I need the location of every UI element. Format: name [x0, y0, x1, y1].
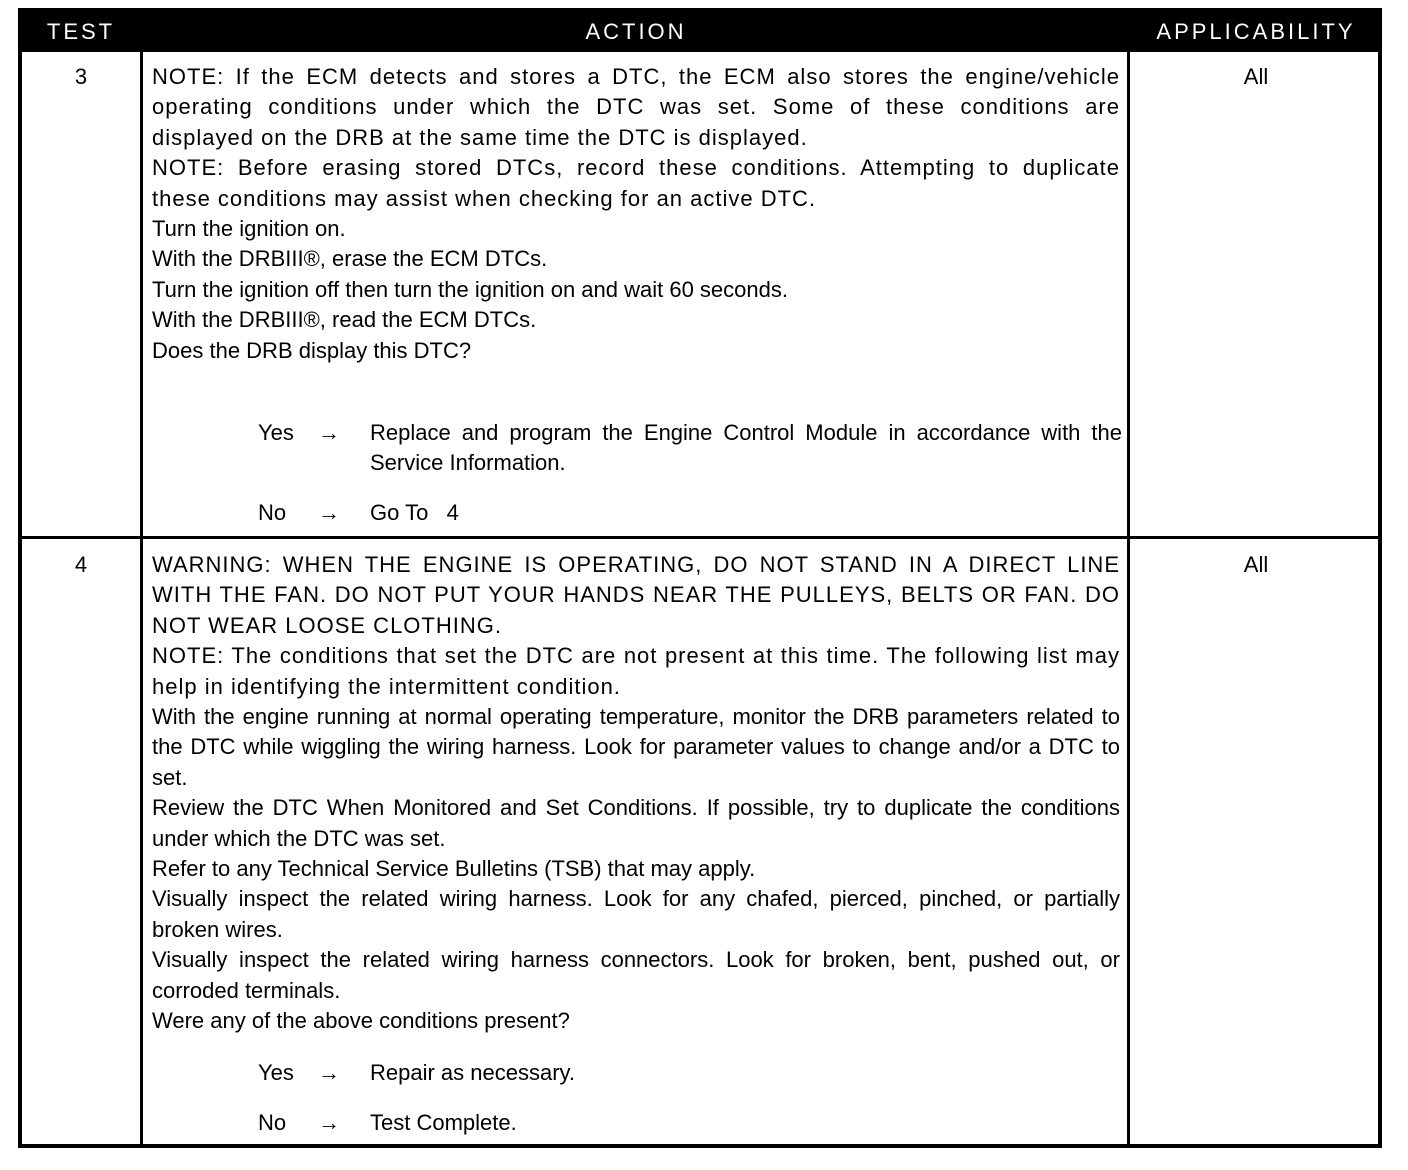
row-4-action-text: [152, 550, 1120, 1037]
column-divider: [1127, 52, 1130, 1144]
column-divider: [140, 52, 143, 1144]
step-line: Turn the ignition on.: [152, 216, 346, 242]
row-4-applicability: All: [1243, 552, 1269, 577]
no-label: No: [258, 1110, 287, 1135]
header-applicability: APPLICABILITY: [1156, 19, 1356, 44]
header-test: TEST: [46, 19, 116, 44]
row-3-action-text: [152, 62, 1120, 366]
row-divider: [22, 536, 1378, 539]
yes-label: Yes: [258, 420, 294, 445]
question-line: Were any of the above conditions present?: [152, 1008, 570, 1034]
yes-result: Repair as necessary.: [370, 1060, 576, 1085]
no-result: Go To 4: [370, 500, 459, 525]
arrow-icon: →: [318, 500, 340, 525]
step-line: With the DRBIII®, erase the ECM DTCs.: [152, 246, 548, 272]
step-line: Turn the ignition off then turn the ignition on and wait 60 seconds.: [152, 276, 788, 302]
arrow-icon: →: [318, 1060, 340, 1085]
question-line: Does the DRB display this DTC?: [152, 337, 472, 363]
note-line: NOTE: If the ECM detects and stores a DTC, the ECM also stores the engine/vehicle operating conditions under which the DTC was set. Some of these conditions are displayed on the DRB at the same time the DTC is displayed.: [152, 64, 1120, 150]
step-line: Visually inspect the related wiring harness connectors. Look for broken, bent, pushed out, or corroded terminals.: [152, 947, 1120, 1003]
diagnostic-table: [18, 8, 1382, 1148]
note-line: NOTE: The conditions that set the DTC are not present at this time. The following list may help in identifying the intermittent condition.: [152, 643, 1120, 699]
no-result: Test Complete.: [370, 1110, 517, 1135]
arrow-icon: →: [318, 420, 340, 445]
row-3-applicability: All: [1243, 64, 1269, 89]
arrow-icon: →: [318, 1110, 340, 1135]
yes-label: Yes: [258, 1060, 294, 1085]
step-line: Review the DTC When Monitored and Set Conditions. If possible, try to duplicate the conditions under which the DTC was set.: [152, 795, 1120, 851]
no-label: No: [258, 500, 287, 525]
step-line: With the DRBIII®, read the ECM DTCs.: [152, 307, 537, 333]
step-line: Visually inspect the related wiring harness. Look for any chafed, pierced, pinched, or partially broken wires.: [152, 886, 1120, 942]
step-line: With the engine running at normal operating temperature, monitor the DRB parameters related to the DTC while wiggling the wiring harness. Look for parameter values to change and/or a DTC to set.: [152, 704, 1120, 790]
note-line: NOTE: Before erasing stored DTCs, record these conditions. Attempting to duplicate these conditions may assist when checking for an active DTC.: [152, 155, 1120, 211]
yes-result: Replace and program the Engine Control Module in accordance with the Service Information.: [370, 420, 1122, 476]
row-3-test-number: 3: [74, 64, 88, 89]
table-header: [22, 12, 1378, 52]
row-4-test-number: 4: [74, 552, 88, 577]
step-line: Refer to any Technical Service Bulletins (TSB) that may apply.: [152, 856, 756, 882]
warning-line: WARNING: WHEN THE ENGINE IS OPERATING, DO NOT STAND IN A DIRECT LINE WITH THE FAN. DO NOT PUT YOUR HANDS NEAR THE PULLEYS, BELTS OR FAN. DO NOT WEAR LOOSE CLOTHING.: [152, 552, 1120, 638]
header-action: ACTION: [585, 19, 687, 44]
